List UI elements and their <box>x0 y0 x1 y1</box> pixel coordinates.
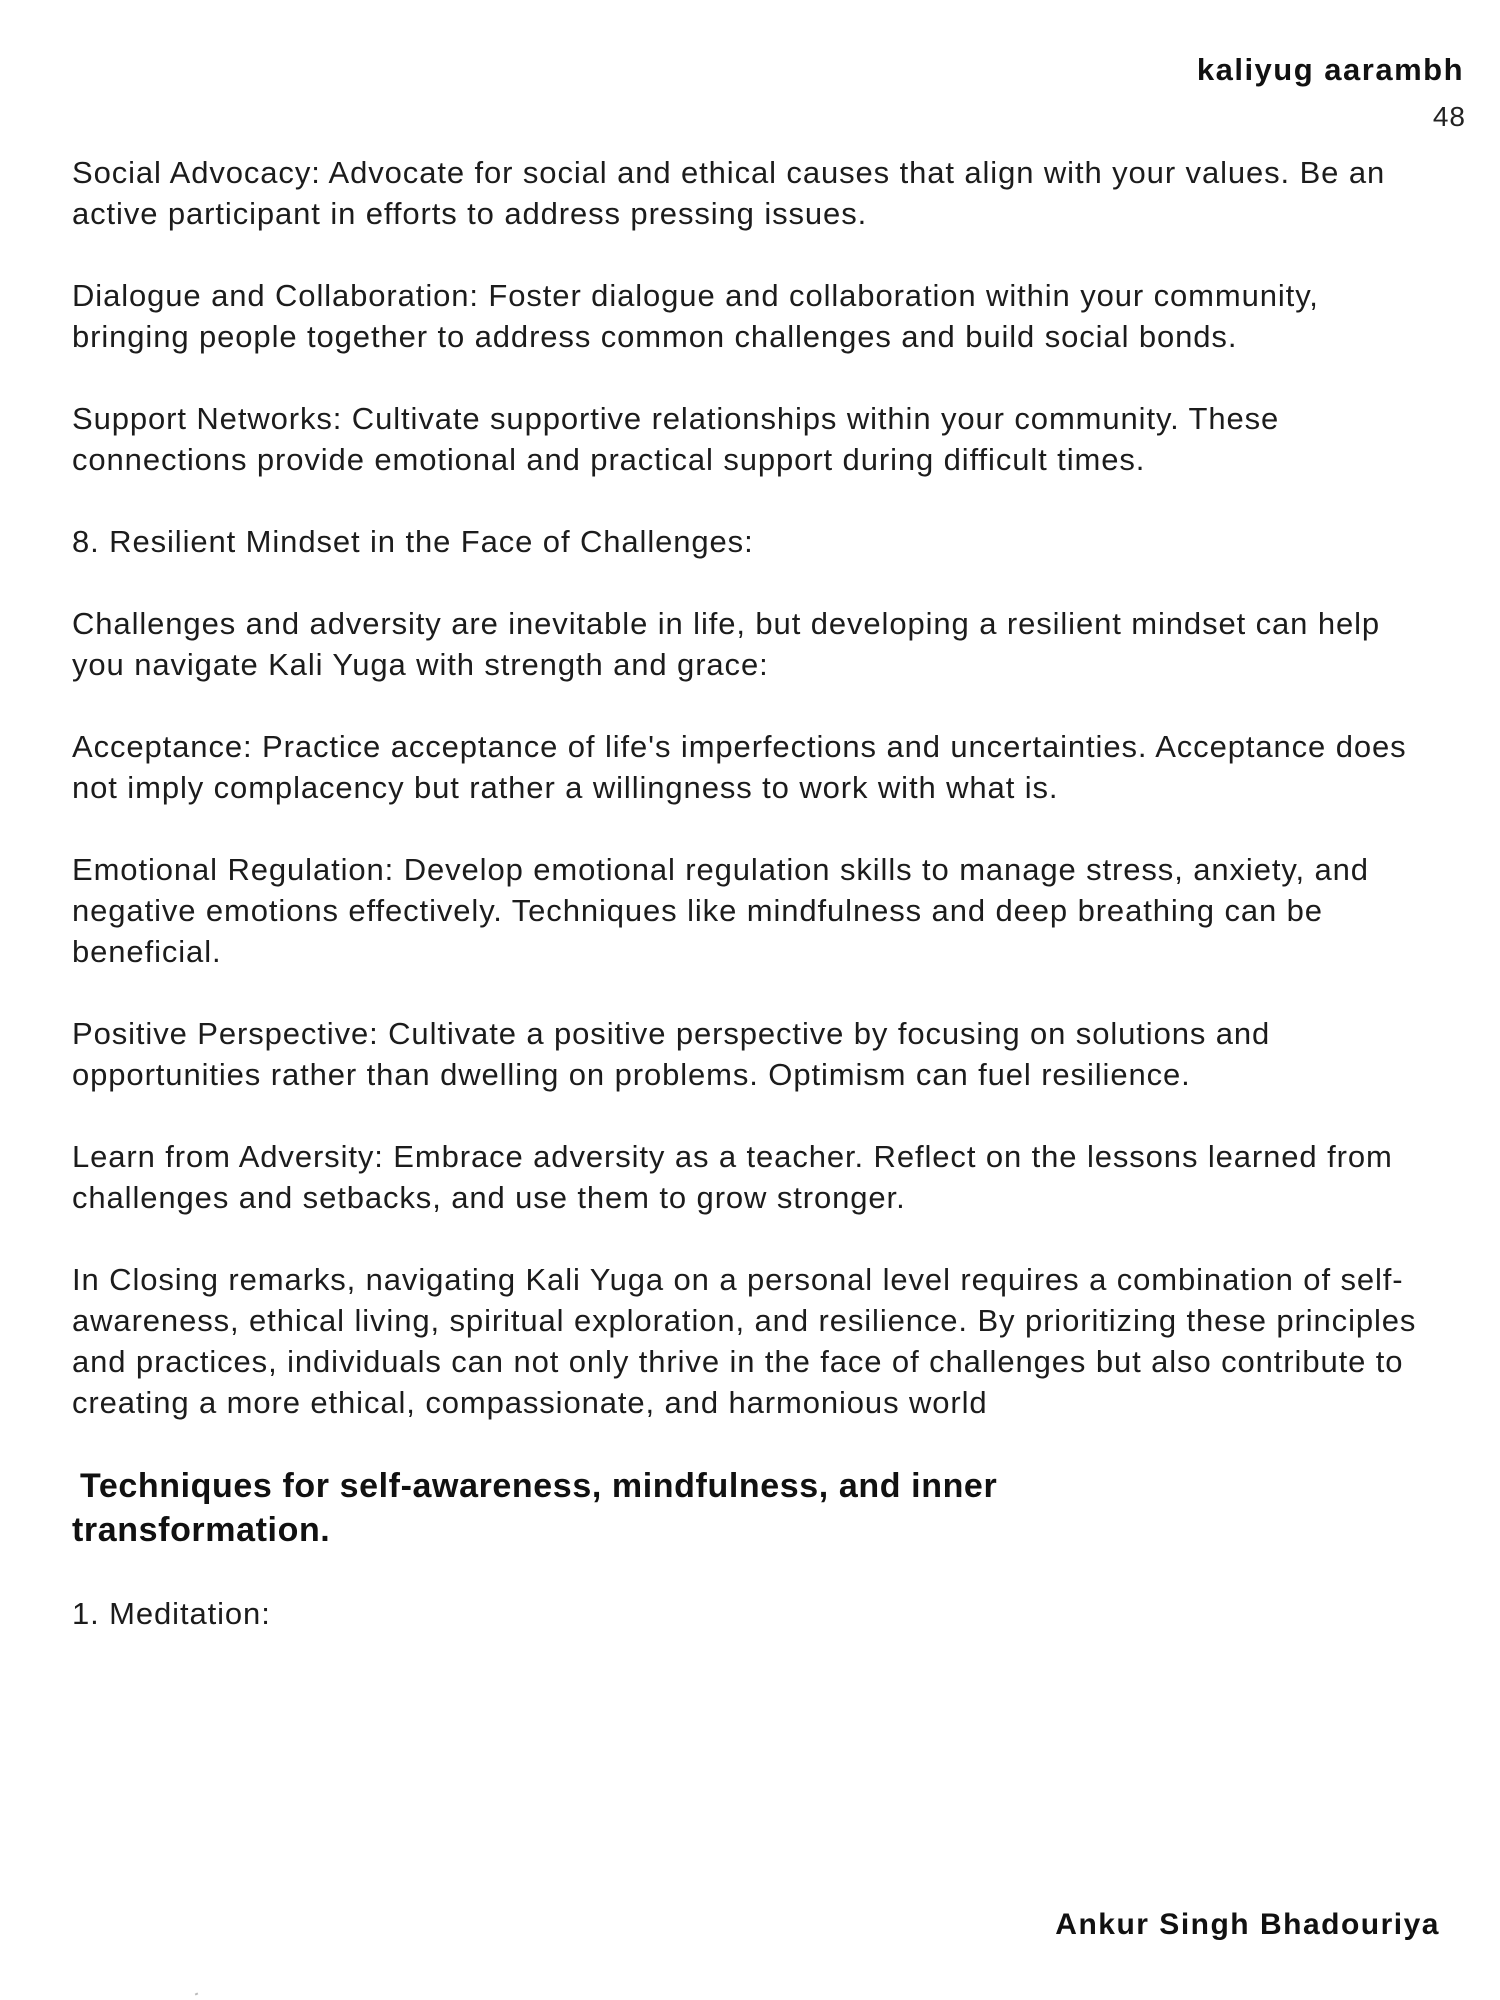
page-number: 48 <box>1432 101 1466 132</box>
page-body <box>72 152 1442 1675</box>
section-heading-line2: transformation. <box>72 1511 331 1549</box>
paragraph-acceptance: Acceptance: Practice acceptance of life's imperfections and uncertainties. Acceptance does not imply complacency but rather a willingness to work with what is. <box>72 729 1407 805</box>
section-item-resilient-mindset: 8. Resilient Mindset in the Face of Challenges: <box>72 524 754 559</box>
paragraph-dialogue-collaboration: Dialogue and Collaboration: Foster dialogue and collaboration within your community, bringing people together to address common challenges and build social bonds. <box>72 278 1319 354</box>
section-heading <box>72 1464 1442 1552</box>
scan-speck <box>195 1992 199 1995</box>
paragraph-learn-from-adversity: Learn from Adversity: Embrace adversity as a teacher. Reflect on the lessons learned from challenges and setbacks, and use them to grow stronger. <box>72 1139 1393 1215</box>
paragraph-challenges-intro: Challenges and adversity are inevitable in life, but developing a resilient mindset can help you navigate Kali Yuga with strength and grace: <box>72 606 1381 682</box>
paragraph-social-advocacy: Social Advocacy: Advocate for social and ethical causes that align with your values. Be an active participant in efforts to address pressing issues. <box>72 155 1386 231</box>
paragraph-support-networks: Support Networks: Cultivate supportive relationships within your community. These connections provide emotional and practical support during difficult times. <box>72 401 1280 477</box>
book-title-header: kaliyug aarambh <box>1196 52 1464 87</box>
author-footer: Ankur Singh Bhadouriya <box>1055 1908 1440 1941</box>
paragraph-closing-remarks: In Closing remarks, navigating Kali Yuga on a personal level requires a combination of self-awareness, ethical living, spiritual exploration, and resilience. By prioritizing these principles and practices, individuals can not only thrive in the face of challenges but also contribute to creating a more ethical, compassionate, and harmonious world <box>72 1262 1417 1420</box>
list-item-meditation: 1. Meditation: <box>72 1596 271 1631</box>
paragraph-emotional-regulation: Emotional Regulation: Develop emotional regulation skills to manage stress, anxiety, and negative emotions effectively. Techniques like mindfulness and deep breathing can be beneficial. <box>72 852 1369 969</box>
paragraph-positive-perspective: Positive Perspective: Cultivate a positive perspective by focusing on solutions and opportunities rather than dwelling on problems. Optimism can fuel resilience. <box>72 1016 1271 1092</box>
section-heading-line1: Techniques for self-awareness, mindfulness, and inner <box>80 1467 998 1505</box>
